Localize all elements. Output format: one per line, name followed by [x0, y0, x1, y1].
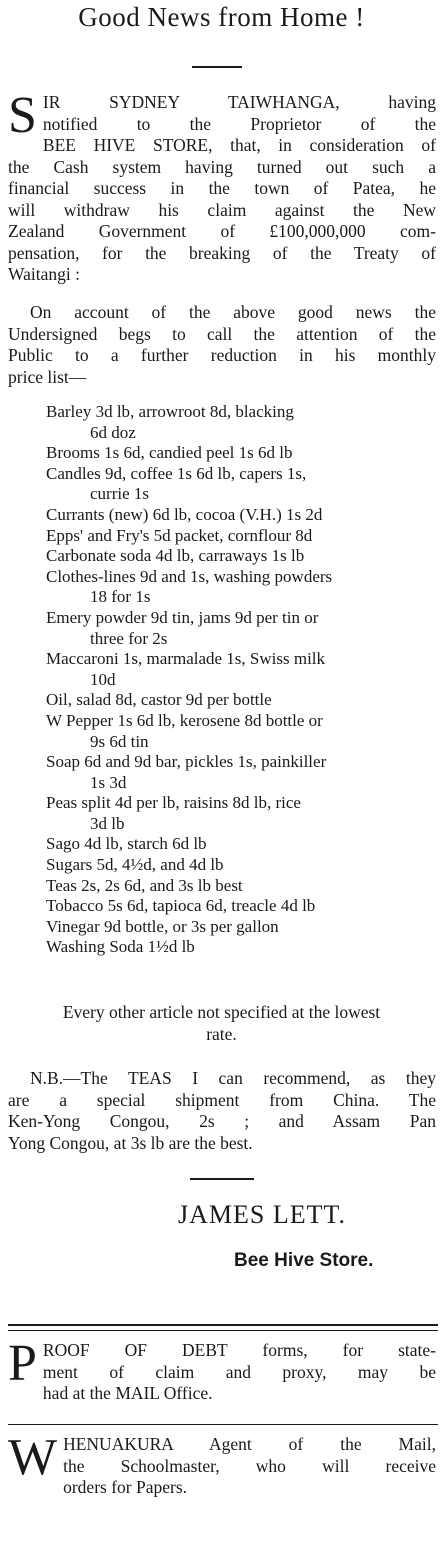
- price-list-item-text: Sugars 5d, 4½d, and 4d lb: [46, 855, 224, 875]
- price-list-item: [46, 793, 438, 834]
- notice-line: price list—: [8, 366, 87, 387]
- signature-store: Bee Hive Store.: [234, 1250, 374, 1271]
- intro-line: Zealand Government of £100,000,000 com-: [8, 221, 436, 241]
- price-list: [46, 402, 438, 958]
- intro-line: will withdraw his claim against the New: [8, 199, 436, 220]
- section-divider: [8, 1330, 438, 1331]
- price-list-item-text: Peas split 4d per lb, raisins 8d lb, rice: [46, 793, 301, 813]
- price-list-item: [46, 690, 438, 711]
- price-list-item: [46, 567, 438, 608]
- price-list-item-text: Sago 4d lb, starch 6d lb: [46, 834, 207, 854]
- price-list-item-continuation: three for 2s: [90, 628, 168, 648]
- price-list-item: [46, 402, 438, 443]
- price-list-item-text: Carbonate soda 4d lb, carraways 1s lb: [46, 546, 305, 566]
- agent-ad: [8, 1429, 436, 1499]
- price-list-item-text: Teas 2s, 2s 6d, and 3s lb best: [46, 875, 243, 895]
- nb-line: N.B.—The TEAS I can recommend, as they: [30, 1068, 436, 1088]
- price-list-item-text: Oil, salad 8d, castor 9d per bottle: [46, 690, 272, 710]
- footer-note-line: Every other article not specified at the lowest: [62, 1002, 381, 1022]
- price-list-item-text: Emery powder 9d tin, jams 9d per tin or: [46, 607, 319, 627]
- price-list-item: [46, 711, 438, 752]
- price-list-item: [46, 834, 438, 855]
- price-list-item-text: Candles 9d, coffee 1s 6d lb, capers 1s,: [46, 463, 307, 483]
- price-list-item-text: Soap 6d and 9d bar, pickles 1s, painkiller: [46, 752, 327, 772]
- intro-line: pensation, for the breaking of the Treaty of: [8, 242, 436, 263]
- price-list-item-text: Clothes-lines 9d and 1s, washing powders: [46, 566, 333, 586]
- agent-line: the Schoolmaster, who will receive: [63, 1455, 436, 1476]
- nb-paragraph: [8, 1068, 436, 1154]
- headline: Good News from Home !: [78, 2, 365, 32]
- price-list-item: [46, 505, 438, 526]
- proof-line: ment of claim and proxy, may be: [42, 1361, 436, 1382]
- price-list-item: [46, 752, 438, 793]
- price-list-item-continuation: 3d lb: [90, 813, 125, 833]
- price-list-item: [46, 443, 438, 464]
- price-list-item-text: W Pepper 1s 6d lb, kerosene 8d bottle or: [46, 710, 323, 730]
- proof-line: had at the MAIL Office.: [42, 1383, 213, 1403]
- price-list-item: [46, 649, 438, 690]
- price-list-item-continuation: 10d: [90, 669, 116, 689]
- price-list-item-continuation: 6d doz: [90, 422, 136, 442]
- price-list-item: [46, 917, 438, 938]
- nb-line: Ken-Yong Congou, 2s ; and Assam Pan: [8, 1111, 436, 1131]
- nb-line: Yong Congou, at 3s lb are the best.: [8, 1132, 253, 1153]
- intro-line: the Cash system having turned out such a: [8, 156, 436, 177]
- agent-line: HENUAKURA Agent of the Mail,: [63, 1434, 436, 1454]
- price-list-item: [46, 608, 438, 649]
- footer-note: [0, 1001, 443, 1045]
- price-list-item-continuation: 18 for 1s: [90, 587, 151, 607]
- agent-line: orders for Papers.: [63, 1477, 188, 1497]
- price-list-item-text: Vinegar 9d bottle, or 3s per gallon: [46, 916, 279, 936]
- notice-line: Public to a further reduction in his monthly: [8, 345, 436, 365]
- price-list-item: [46, 896, 438, 917]
- intro-line: financial success in the town of Patea, he: [8, 178, 436, 198]
- price-list-item-continuation: 9s 6d tin: [90, 731, 149, 751]
- headline-rule: [192, 66, 242, 68]
- price-list-item-text: Maccaroni 1s, marmalade 1s, Swiss milk: [46, 649, 326, 669]
- notice-line: On account of the above good news the: [30, 302, 436, 322]
- intro-dropcap: S: [8, 87, 37, 144]
- footer-note-line: rate.: [206, 1024, 237, 1044]
- agent-dropcap: W: [8, 1429, 58, 1486]
- intro-paragraph: [8, 87, 436, 286]
- price-list-item-text: Brooms 1s 6d, candied peel 1s 6d lb: [46, 443, 293, 463]
- price-list-item: [46, 876, 438, 897]
- price-list-item: [46, 937, 438, 958]
- price-list-item-text: Epps' and Fry's 5d packet, cornflour 8d: [46, 525, 313, 545]
- nb-line: are a special shipment from China. The: [8, 1089, 436, 1110]
- section-divider: [8, 1324, 438, 1326]
- intro-line: BEE HIVE STORE, that, in consideration of: [42, 135, 436, 155]
- intro-line: IR SYDNEY TAIWHANGA, having: [42, 92, 436, 112]
- price-list-item-text: Barley 3d lb, arrowroot 8d, blacking: [46, 402, 294, 421]
- price-list-item-text: Washing Soda 1½d lb: [46, 937, 195, 957]
- price-list-item-text: Tobacco 5s 6d, tapioca 6d, treacle 4d lb: [46, 896, 316, 916]
- notice-paragraph: [8, 302, 436, 388]
- signature-name: JAMES LETT.: [178, 1200, 346, 1229]
- intro-line: notified to the Proprietor of the: [42, 113, 436, 134]
- price-list-item: [46, 855, 438, 876]
- proof-line: ROOF OF DEBT forms, for state-: [42, 1340, 436, 1360]
- notice-line: Undersigned begs to call the attention of the: [8, 323, 436, 344]
- price-list-item: [46, 546, 438, 567]
- signature-rule: [190, 1178, 254, 1180]
- proof-dropcap: P: [8, 1335, 37, 1392]
- price-list-item-continuation: currie 1s: [90, 484, 150, 504]
- proof-of-debt-ad: [8, 1335, 436, 1405]
- intro-line: Waitangi :: [8, 264, 80, 284]
- ad-divider: [8, 1424, 438, 1425]
- price-list-item: [46, 464, 438, 505]
- price-list-item: [46, 526, 438, 547]
- price-list-item-text: Currants (new) 6d lb, cocoa (V.H.) 1s 2d: [46, 504, 323, 524]
- price-list-item-continuation: 1s 3d: [90, 772, 127, 792]
